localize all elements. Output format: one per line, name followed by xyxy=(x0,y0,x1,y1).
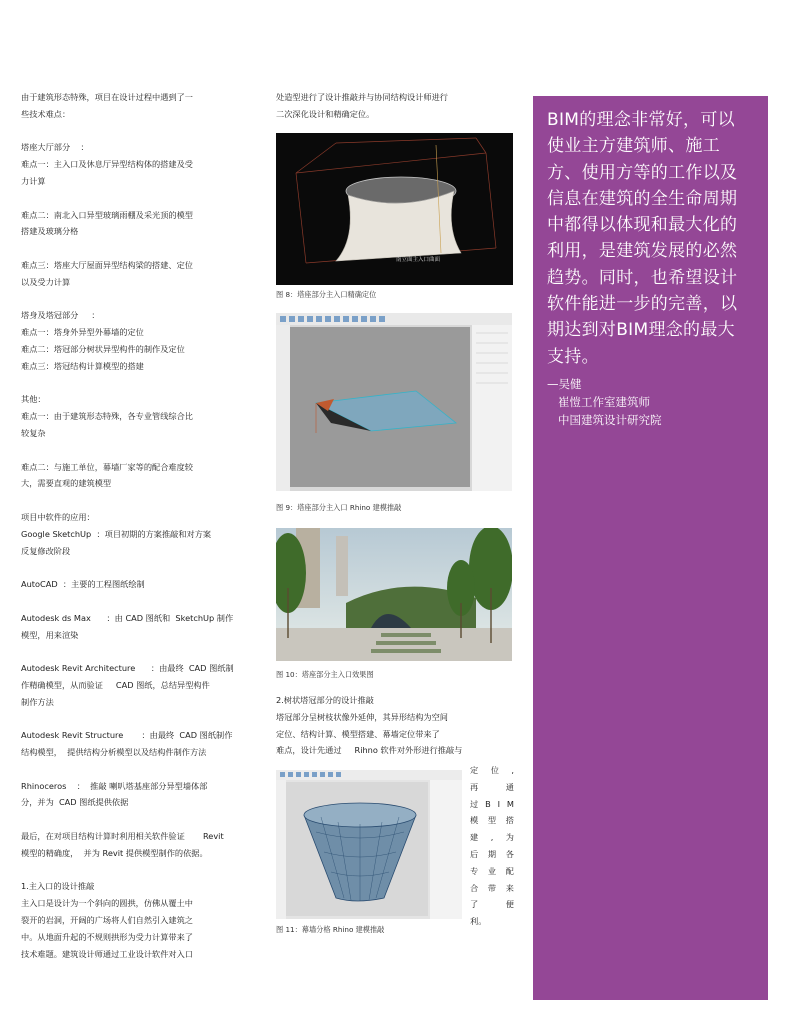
left-column-line xyxy=(21,643,266,660)
side-text-char: 后 xyxy=(470,848,479,859)
left-column-line: Rhinoceros ： 推敲 喇叭塔基座部分异型墙体部 xyxy=(21,780,208,791)
side-text-char: 过 xyxy=(470,798,479,809)
left-column-line xyxy=(21,190,266,207)
side-text-row xyxy=(470,896,514,913)
left-column-line xyxy=(21,559,266,576)
side-text-char: 业 xyxy=(487,865,497,876)
middle-intro-line: 处造型进行了设计推敲并与协同结构设计师进行 xyxy=(276,92,448,102)
left-column-line: 大，需要直观的建筑模型 xyxy=(21,478,112,489)
side-text-char: 搭 xyxy=(505,815,514,826)
side-text-char: 各 xyxy=(505,848,514,859)
left-column xyxy=(21,89,266,962)
side-text-char: 模 xyxy=(470,815,479,826)
left-column-line xyxy=(21,240,266,257)
attribution-author: —吴健 xyxy=(547,377,582,391)
side-text-char: 定 xyxy=(470,765,479,775)
figure-10-rendering xyxy=(276,528,512,661)
figure-8-caption: 图 8：塔座部分主入口精确定位 xyxy=(276,290,377,299)
left-column-line: 些技术难点： xyxy=(21,108,71,119)
side-text-row xyxy=(470,880,514,897)
left-column-line xyxy=(21,761,266,778)
figure-10-caption: 图 10：塔座部分主入口效果图 xyxy=(276,670,374,679)
side-text-row xyxy=(470,796,514,813)
middle-column-intro xyxy=(276,89,516,123)
side-text-char: 为 xyxy=(505,832,514,843)
section-2-line: 塔冠部分呈树枝状像外延伸，其异形结构为空间 xyxy=(276,711,448,722)
side-text-row xyxy=(470,863,514,880)
side-text-char: 位 xyxy=(490,765,499,775)
side-text-char: , xyxy=(490,832,494,843)
left-column-line: 塔座大厅部分 ： xyxy=(21,142,89,153)
side-text-char: 来 xyxy=(505,882,514,893)
left-column-line: 模型的精确度， 并为 Revit 提供模型制作的依据。 xyxy=(21,847,208,858)
left-column-line: Autodesk Revit Structure ：由最终 CAD 图纸制作 xyxy=(21,730,233,741)
figure-8-image xyxy=(276,133,513,285)
attribution-title-1: 崔愷工作室建筑师 xyxy=(547,395,650,409)
left-column-line: AutoCAD ：主要的工程图纸绘制 xyxy=(21,579,145,590)
side-text-row xyxy=(470,829,514,846)
left-column-line xyxy=(21,442,266,459)
left-column-line: 作精确模型，从而验证 CAD 图纸，总结异型构件 xyxy=(21,679,210,690)
side-text-row xyxy=(470,812,514,829)
figure-11-side-text xyxy=(470,762,514,930)
left-column-line xyxy=(21,492,266,509)
side-text-char: 建 xyxy=(470,832,479,843)
side-text-char: 带 xyxy=(487,882,497,893)
sidebar-attribution xyxy=(547,375,661,429)
left-column-line: 1.主入口的设计推敲 xyxy=(21,881,95,892)
left-column-line: Google SketchUp ：项目初期的方案推敲和对方案 xyxy=(21,528,212,539)
left-column-line: 力计算 xyxy=(21,175,46,186)
left-column-line: 难点一：塔身外异型外幕墙的定位 xyxy=(21,327,144,338)
side-text-row xyxy=(470,779,514,796)
sidebar-quote: BIM的理念非常好，可以使业主方建筑师、施工方、使用方等的工作以及信息在建筑的全生命周期中都得以体现和最大化的利用，是建筑发展的必然趋势。同时，也希望设计软件能进一步的完善，以期达到对BIM理念的最大支持。 xyxy=(547,110,738,367)
side-text-char: B xyxy=(485,798,491,809)
side-text-char: 了 xyxy=(470,899,479,910)
left-column-line xyxy=(21,291,266,308)
left-column-line: 难点二：南北入口异型玻璃雨棚及采光顶的模型 xyxy=(21,209,193,220)
side-text-char: 便 xyxy=(505,899,514,910)
figure-11-image xyxy=(276,770,462,919)
attribution-title-2: 中国建筑设计研究院 xyxy=(547,413,662,427)
side-text-char: I xyxy=(497,798,501,809)
figure-11-screenshot xyxy=(276,770,462,919)
left-column-line: Autodesk ds Max ：由 CAD 图纸和 SketchUp 制作 xyxy=(21,612,234,623)
side-text-char: , xyxy=(511,765,514,775)
side-text-char: 配 xyxy=(505,865,514,876)
section-2-line: 难点，设计先通过 Rihno 软件对外形进行推敲与 xyxy=(276,745,463,756)
left-column-line xyxy=(21,593,266,610)
middle-intro-line: 二次深化设计和精确定位。 xyxy=(276,108,375,119)
side-text-char: 通 xyxy=(505,781,514,792)
figure-11-caption: 图 11：幕墙分格 Rhino 建模推敲 xyxy=(276,925,385,934)
side-text-char: 型 xyxy=(487,815,497,826)
left-column-line xyxy=(21,375,266,392)
side-text-row xyxy=(470,762,514,779)
left-column-line: 分，并为 CAD 图纸提供依据 xyxy=(21,797,129,808)
left-column-line: 难点一：主入口及休息厅异型结构体的搭建及受 xyxy=(21,159,193,170)
left-column-line: 中。从地面升起的不规则拱形为受力计算带来了 xyxy=(21,931,193,942)
left-column-line: 较复杂 xyxy=(21,427,46,438)
left-column-line: 模型，用来渲染 xyxy=(21,629,79,640)
left-column-line: 难点三：塔座大厅屋面异型结构梁的搭建、定位 xyxy=(21,259,193,270)
left-column-line: Autodesk Revit Architecture ：由最终 CAD 图纸制 xyxy=(21,663,234,674)
side-text-char: 专 xyxy=(470,865,479,876)
left-column-line: 难点二：塔冠部分树状异型构件的制作及定位 xyxy=(21,343,185,354)
left-column-line: 项目中软件的应用： xyxy=(21,511,95,522)
side-text-row xyxy=(470,846,514,863)
side-text-char: 合 xyxy=(470,882,479,893)
left-column-line: 结构模型， 提供结构分析模型以及结构件制作方法 xyxy=(21,747,207,758)
left-column-line: 反复修改阶段 xyxy=(21,545,71,556)
left-column-line: 其他： xyxy=(21,394,46,405)
left-column-line: 难点三：塔冠结构计算模型的搭建 xyxy=(21,360,144,371)
side-text-row xyxy=(470,913,514,930)
left-column-line: 塔身及塔冠部分 ： xyxy=(21,310,100,321)
side-text-char: 期 xyxy=(487,848,497,859)
left-column-line: 主入口是设计为一个斜向的圆拱，仿佛从覆土中 xyxy=(21,898,193,909)
left-column-line: 搭建及玻璃分格 xyxy=(21,226,79,237)
left-column-line: 最后，在对项目结构计算时利用相关软件验证 Revit xyxy=(21,831,224,842)
left-column-line: 以及受力计算 xyxy=(21,276,71,287)
left-column-line: 制作方法 xyxy=(21,696,54,707)
section-2-text xyxy=(276,692,516,759)
figure-9-image xyxy=(276,313,512,491)
figure-9-caption: 图 9：塔座部分主入口 Rhino 建模推敲 xyxy=(276,503,402,512)
side-text-char: M xyxy=(506,798,514,809)
left-column-line: 难点一：由于建筑形态特殊，各专业管线综合比 xyxy=(21,411,193,422)
side-text-char: 利。 xyxy=(470,916,487,927)
section-2-line: 2.树状塔冠部分的设计推敲 xyxy=(276,695,374,705)
figure-8-render xyxy=(276,133,513,285)
left-column-line: 难点二：与施工单位，幕墙厂家等的配合难度较 xyxy=(21,461,193,472)
figure-9-screenshot xyxy=(276,313,512,491)
side-text-char: 再 xyxy=(470,781,479,792)
figure-8-label: 南立面主入口曲面 xyxy=(396,257,441,263)
left-column-line xyxy=(21,862,266,879)
left-column-line: 裂开的岩洞，开阔的广场将人们自然引入建筑之 xyxy=(21,915,193,926)
section-2-line: 定位、结构计算、模型搭建、幕墙定位带来了 xyxy=(276,728,440,739)
quote-sidebar xyxy=(533,96,768,1000)
left-column-line xyxy=(21,123,266,140)
figure-10-image xyxy=(276,528,512,661)
left-column-line xyxy=(21,811,266,828)
left-column-line: 由于建筑形态特殊，项目在设计过程中遇到了一 xyxy=(21,92,193,102)
left-column-line: 技术难题。建筑设计师通过工业设计软件对入口 xyxy=(21,948,193,959)
left-column-line xyxy=(21,710,266,727)
